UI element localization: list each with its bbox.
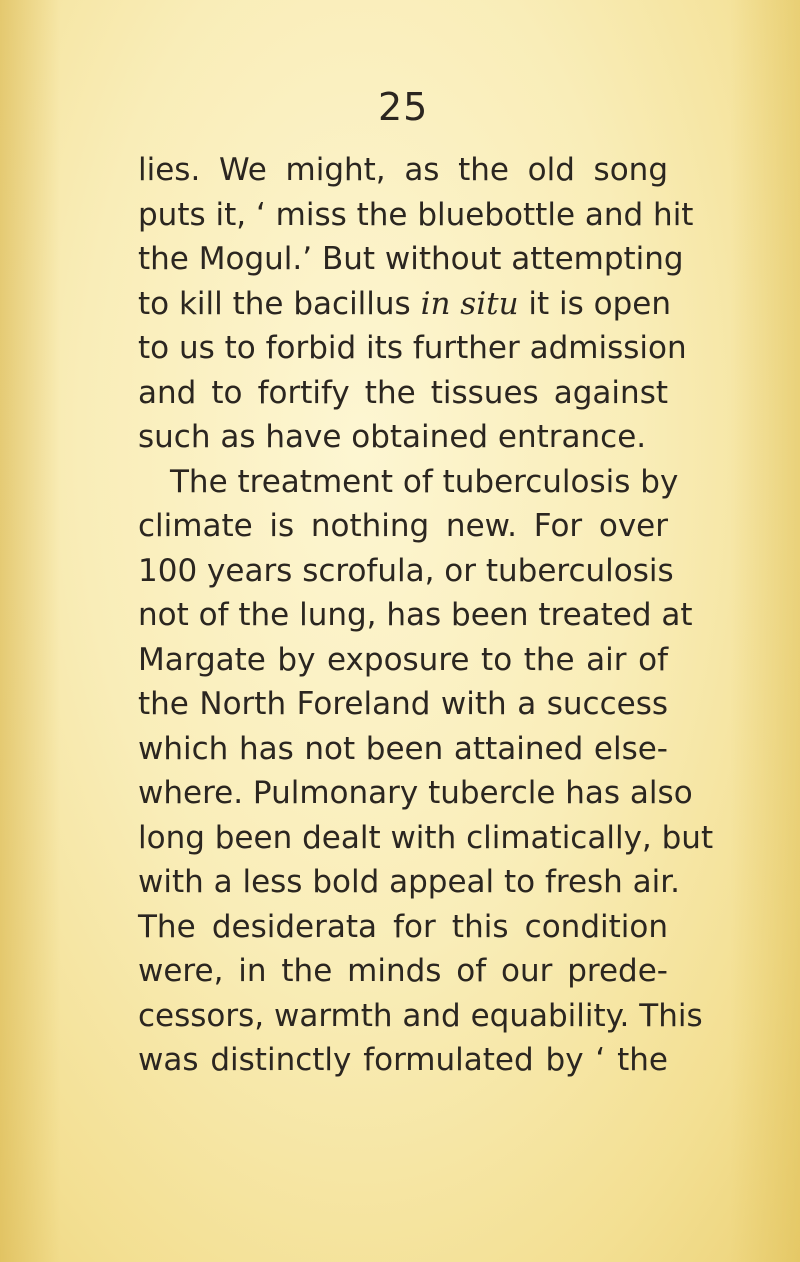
text-line: 100 years scrofula, or tuberculosis <box>138 552 674 589</box>
text-line: The treatment of tuberculosis by <box>170 463 679 500</box>
page-number: 25 <box>378 85 429 129</box>
text-line: where. Pulmonary tubercle has also <box>138 775 693 811</box>
text-line: was distinctly formulated by ‘ the <box>138 1042 668 1078</box>
text-line: long been dealt with climatically, but <box>138 819 714 856</box>
text-line: were, in the minds of our prede- <box>138 953 668 989</box>
text-line: the Mogul.’ But without attempting <box>138 241 684 277</box>
text-line: puts it, ‘ miss the bluebottle and hit <box>138 196 694 233</box>
text-line: cessors, warmth and equability. This <box>138 997 703 1034</box>
text-line: to us to forbid its further admission <box>138 330 687 366</box>
text-line: which has not been attained else- <box>138 730 668 767</box>
text-line: not of the lung, has been treated at <box>138 597 693 633</box>
text-segment: to kill the bacillus <box>138 285 421 322</box>
italic-phrase: in situ <box>420 285 519 322</box>
text-line-with-italic <box>138 282 672 327</box>
text-line: with a less bold appeal to fresh air. <box>138 864 681 900</box>
page-edge-shading-left <box>0 0 60 1262</box>
text-line: lies. We might, as the old song <box>138 152 668 188</box>
text-line: the North Foreland with a success <box>138 686 668 722</box>
text-line: The desiderata for this condition <box>138 908 668 945</box>
text-line: and to fortify the tissues against <box>138 374 668 411</box>
text-segment: it is open <box>518 285 672 322</box>
body-text <box>138 148 714 1083</box>
text-line: such as have obtained entrance. <box>138 419 647 455</box>
text-line: climate is nothing new. For over <box>138 508 668 544</box>
page-edge-shading-right <box>730 0 800 1262</box>
text-line: Margate by exposure to the air of <box>138 641 668 678</box>
